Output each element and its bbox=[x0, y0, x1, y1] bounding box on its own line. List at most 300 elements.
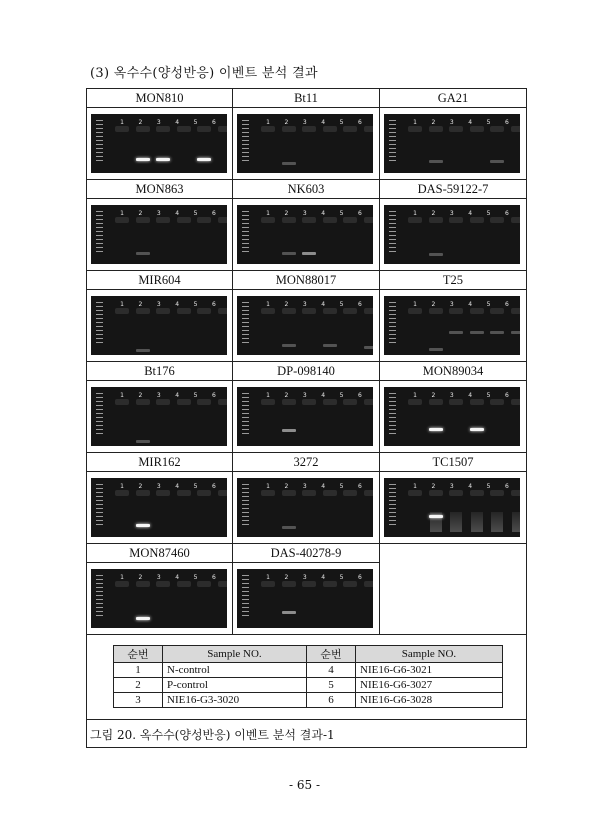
pcr-band bbox=[429, 515, 443, 518]
gel-well bbox=[197, 490, 211, 496]
lane-number: 6 bbox=[505, 301, 509, 308]
pcr-band bbox=[136, 617, 150, 620]
gel-lane bbox=[175, 114, 193, 173]
lane-number: 1 bbox=[266, 119, 270, 126]
dna-ladder bbox=[96, 393, 103, 439]
gel-well bbox=[177, 126, 191, 132]
gel-image bbox=[91, 387, 227, 446]
gel-well bbox=[218, 581, 228, 587]
gel-lane bbox=[154, 205, 172, 264]
lane-number: 4 bbox=[175, 119, 180, 126]
empty-panel bbox=[380, 544, 526, 635]
lane-number: 1 bbox=[413, 301, 417, 308]
gel-lane bbox=[321, 569, 339, 628]
gel-well bbox=[218, 126, 228, 132]
gel-panel bbox=[87, 89, 233, 180]
gel-well bbox=[177, 217, 191, 223]
header-sample-1: Sample NO. bbox=[163, 646, 307, 663]
dna-ladder bbox=[242, 484, 249, 530]
gel-well bbox=[429, 308, 443, 314]
gel-well bbox=[408, 217, 422, 223]
gel-lane bbox=[259, 296, 277, 355]
gel-well bbox=[197, 126, 211, 132]
gel-panel-grid bbox=[87, 89, 526, 635]
lane-number: 4 bbox=[468, 210, 473, 217]
gel-well bbox=[282, 581, 296, 587]
lane-number: 2 bbox=[431, 392, 436, 399]
lane-number: 1 bbox=[120, 119, 124, 126]
lane-number: 4 bbox=[321, 210, 326, 217]
gel-lane bbox=[362, 387, 374, 446]
lane-number: 3 bbox=[156, 210, 161, 217]
gel-well bbox=[490, 126, 504, 132]
lane-number: 2 bbox=[138, 301, 143, 308]
lane-number: 2 bbox=[284, 119, 289, 126]
header-seq-1: 순번 bbox=[114, 646, 163, 663]
pcr-band bbox=[449, 331, 463, 334]
gel-lane bbox=[427, 114, 445, 173]
gel-well bbox=[364, 126, 374, 132]
gel-lane bbox=[216, 387, 228, 446]
lane-number: 6 bbox=[212, 301, 216, 308]
lane-number: 4 bbox=[468, 119, 473, 126]
gel-well bbox=[136, 308, 150, 314]
gel-lane bbox=[175, 205, 193, 264]
lane-number: 3 bbox=[156, 119, 161, 126]
gel-lane bbox=[341, 114, 359, 173]
panel-label: DAS-40278-9 bbox=[233, 545, 379, 563]
lane-number: 4 bbox=[468, 301, 473, 308]
gel-smear bbox=[450, 512, 462, 532]
gel-lane bbox=[406, 205, 424, 264]
dna-ladder bbox=[389, 211, 396, 257]
pcr-band bbox=[136, 158, 150, 161]
pcr-band bbox=[511, 331, 521, 334]
gel-lane bbox=[300, 205, 318, 264]
gel-lane bbox=[300, 114, 318, 173]
sample-legend bbox=[87, 635, 526, 720]
gel-well bbox=[115, 126, 129, 132]
panel-label: DP-098140 bbox=[233, 363, 379, 381]
gel-well bbox=[364, 490, 374, 496]
pcr-band bbox=[282, 611, 296, 614]
lane-number: 6 bbox=[505, 119, 509, 126]
gel-image bbox=[237, 114, 373, 173]
lane-number: 3 bbox=[156, 483, 161, 490]
lane-number: 6 bbox=[505, 210, 509, 217]
gel-lane bbox=[362, 205, 374, 264]
gel-well bbox=[218, 308, 228, 314]
pcr-band bbox=[282, 252, 296, 255]
panel-label: Bt176 bbox=[87, 363, 232, 381]
lane-number: 1 bbox=[413, 392, 417, 399]
gel-image bbox=[384, 478, 520, 537]
pcr-band bbox=[156, 158, 170, 161]
gel-panel bbox=[380, 180, 526, 271]
gel-well bbox=[302, 399, 316, 405]
gel-lane bbox=[216, 478, 228, 537]
gel-lane bbox=[341, 387, 359, 446]
gel-lane bbox=[406, 114, 424, 173]
gel-lane bbox=[406, 387, 424, 446]
gel-well bbox=[302, 581, 316, 587]
gel-panel bbox=[233, 544, 380, 635]
dna-ladder bbox=[389, 484, 396, 530]
pcr-band bbox=[429, 428, 443, 431]
gel-lane bbox=[509, 478, 521, 537]
gel-lane bbox=[259, 387, 277, 446]
gel-lane bbox=[362, 296, 374, 355]
lane-number: 3 bbox=[156, 392, 161, 399]
gel-well bbox=[323, 490, 337, 496]
gel-image bbox=[384, 205, 520, 264]
dna-ladder bbox=[242, 211, 249, 257]
lane-number: 1 bbox=[266, 210, 270, 217]
gel-lane bbox=[134, 569, 152, 628]
gel-image bbox=[91, 296, 227, 355]
panel-label: MON87460 bbox=[87, 545, 232, 563]
gel-lane bbox=[341, 205, 359, 264]
gel-lane bbox=[134, 114, 152, 173]
gel-lane bbox=[280, 205, 298, 264]
lane-number: 2 bbox=[138, 483, 143, 490]
gel-well bbox=[115, 490, 129, 496]
table-cell: NIE16-G6-3028 bbox=[356, 693, 503, 708]
lane-number: 1 bbox=[413, 119, 417, 126]
gel-well bbox=[470, 308, 484, 314]
gel-panel bbox=[233, 89, 380, 180]
lane-number: 1 bbox=[120, 574, 124, 581]
gel-well bbox=[429, 399, 443, 405]
gel-well bbox=[408, 490, 422, 496]
gel-well bbox=[511, 308, 521, 314]
gel-lane bbox=[427, 296, 445, 355]
lane-number: 3 bbox=[449, 119, 454, 126]
gel-lane bbox=[175, 569, 193, 628]
gel-lane bbox=[447, 296, 465, 355]
lane-number: 5 bbox=[339, 574, 344, 581]
table-cell: 1 bbox=[114, 663, 163, 678]
gel-panel bbox=[87, 271, 233, 362]
gel-lane bbox=[447, 205, 465, 264]
gel-lane bbox=[447, 478, 465, 537]
lane-number: 6 bbox=[212, 392, 216, 399]
lane-number: 2 bbox=[431, 210, 436, 217]
gel-well bbox=[470, 490, 484, 496]
gel-lane bbox=[488, 296, 506, 355]
panel-label: MON89034 bbox=[380, 363, 526, 381]
lane-number: 6 bbox=[358, 301, 362, 308]
gel-well bbox=[197, 581, 211, 587]
gel-lane bbox=[175, 387, 193, 446]
dna-ladder bbox=[389, 302, 396, 348]
gel-well bbox=[261, 217, 275, 223]
gel-well bbox=[364, 399, 374, 405]
gel-well bbox=[470, 126, 484, 132]
gel-panel bbox=[380, 362, 526, 453]
dna-ladder bbox=[96, 575, 103, 621]
lane-number: 4 bbox=[321, 301, 326, 308]
pcr-band bbox=[282, 526, 296, 529]
lane-number: 2 bbox=[284, 574, 289, 581]
gel-well bbox=[490, 399, 504, 405]
lane-number: 5 bbox=[339, 483, 344, 490]
pcr-band bbox=[429, 348, 443, 351]
gel-image bbox=[91, 114, 227, 173]
gel-image bbox=[91, 478, 227, 537]
lane-number: 6 bbox=[358, 119, 362, 126]
gel-lane bbox=[134, 296, 152, 355]
gel-well bbox=[511, 490, 521, 496]
gel-lane bbox=[259, 114, 277, 173]
gel-image bbox=[237, 387, 373, 446]
lane-number: 6 bbox=[212, 483, 216, 490]
lane-number: 1 bbox=[266, 301, 270, 308]
panel-label: MIR162 bbox=[87, 454, 232, 472]
dna-ladder bbox=[242, 393, 249, 439]
gel-well bbox=[323, 581, 337, 587]
dna-ladder bbox=[242, 120, 249, 166]
pcr-band bbox=[490, 331, 504, 334]
gel-lane bbox=[447, 387, 465, 446]
dna-ladder bbox=[96, 211, 103, 257]
lane-number: 6 bbox=[212, 210, 216, 217]
lane-number: 4 bbox=[321, 119, 326, 126]
gel-well bbox=[343, 217, 357, 223]
table-row bbox=[114, 693, 503, 708]
gel-well bbox=[490, 217, 504, 223]
gel-lane bbox=[509, 387, 521, 446]
pcr-band bbox=[136, 349, 150, 352]
header-sample-2: Sample NO. bbox=[356, 646, 503, 663]
lane-number: 3 bbox=[156, 574, 161, 581]
gel-lane bbox=[280, 387, 298, 446]
gel-well bbox=[197, 399, 211, 405]
gel-well bbox=[115, 581, 129, 587]
gel-panel bbox=[87, 453, 233, 544]
gel-lane bbox=[280, 478, 298, 537]
panel-label: NK603 bbox=[233, 181, 379, 199]
gel-lane bbox=[216, 296, 228, 355]
gel-image bbox=[384, 387, 520, 446]
lane-number: 2 bbox=[284, 483, 289, 490]
gel-well bbox=[282, 490, 296, 496]
table-header-row bbox=[114, 646, 503, 663]
gel-well bbox=[470, 217, 484, 223]
lane-number: 5 bbox=[339, 119, 344, 126]
lane-number: 6 bbox=[212, 119, 216, 126]
lane-number: 2 bbox=[284, 210, 289, 217]
gel-lane bbox=[113, 387, 131, 446]
pcr-band bbox=[364, 346, 374, 349]
gel-well bbox=[261, 308, 275, 314]
gel-lane bbox=[300, 387, 318, 446]
gel-well bbox=[177, 399, 191, 405]
gel-smear bbox=[512, 512, 521, 532]
lane-number: 2 bbox=[284, 392, 289, 399]
table-row bbox=[114, 678, 503, 693]
gel-lane bbox=[195, 205, 213, 264]
gel-lane bbox=[488, 205, 506, 264]
gel-lane bbox=[113, 114, 131, 173]
gel-well bbox=[429, 217, 443, 223]
gel-well bbox=[115, 217, 129, 223]
lane-number: 6 bbox=[358, 210, 362, 217]
gel-well bbox=[156, 399, 170, 405]
gel-smear bbox=[471, 512, 483, 532]
gel-well bbox=[136, 399, 150, 405]
gel-panel bbox=[380, 271, 526, 362]
gel-well bbox=[449, 490, 463, 496]
pcr-band bbox=[197, 158, 211, 161]
lane-number: 3 bbox=[302, 574, 307, 581]
gel-lane bbox=[341, 478, 359, 537]
lane-number: 5 bbox=[339, 210, 344, 217]
gel-well bbox=[156, 581, 170, 587]
gel-well bbox=[490, 490, 504, 496]
lane-number: 2 bbox=[431, 301, 436, 308]
gel-lane bbox=[468, 114, 486, 173]
lane-number: 4 bbox=[175, 210, 180, 217]
gel-lane bbox=[195, 114, 213, 173]
gel-well bbox=[490, 308, 504, 314]
gel-lane bbox=[341, 296, 359, 355]
gel-well bbox=[364, 581, 374, 587]
gel-well bbox=[449, 217, 463, 223]
table-cell: 4 bbox=[307, 663, 356, 678]
gel-lane bbox=[300, 296, 318, 355]
gel-well bbox=[343, 308, 357, 314]
gel-image bbox=[384, 296, 520, 355]
gel-well bbox=[408, 308, 422, 314]
gel-lane bbox=[113, 205, 131, 264]
table-row bbox=[114, 663, 503, 678]
gel-lane bbox=[134, 205, 152, 264]
gel-image bbox=[237, 478, 373, 537]
gel-lane bbox=[195, 478, 213, 537]
lane-number: 3 bbox=[449, 210, 454, 217]
lane-number: 1 bbox=[266, 483, 270, 490]
gel-lane bbox=[195, 296, 213, 355]
lane-number: 2 bbox=[138, 392, 143, 399]
pcr-band bbox=[136, 252, 150, 255]
gel-well bbox=[343, 490, 357, 496]
gel-well bbox=[302, 490, 316, 496]
gel-well bbox=[323, 308, 337, 314]
gel-well bbox=[511, 126, 521, 132]
gel-lane bbox=[175, 478, 193, 537]
panel-label: GA21 bbox=[380, 90, 526, 108]
figure-caption: 그림 20. 옥수수(양성반응) 이벤트 분석 결과-1 bbox=[90, 728, 335, 742]
pcr-band bbox=[136, 440, 150, 443]
gel-well bbox=[302, 217, 316, 223]
gel-lane bbox=[468, 387, 486, 446]
gel-well bbox=[511, 217, 521, 223]
gel-well bbox=[282, 399, 296, 405]
section-heading: (3) 옥수수(양성반응) 이벤트 분석 결과 bbox=[90, 66, 318, 81]
gel-smear bbox=[491, 512, 503, 532]
panel-label: 3272 bbox=[233, 454, 379, 472]
lane-number: 5 bbox=[486, 301, 491, 308]
gel-lane bbox=[321, 478, 339, 537]
gel-well bbox=[470, 399, 484, 405]
gel-panel bbox=[87, 362, 233, 453]
gel-lane bbox=[259, 569, 277, 628]
lane-number: 5 bbox=[486, 210, 491, 217]
gel-well bbox=[156, 308, 170, 314]
gel-well bbox=[282, 217, 296, 223]
gel-panel bbox=[233, 453, 380, 544]
gel-well bbox=[156, 126, 170, 132]
lane-number: 5 bbox=[339, 392, 344, 399]
gel-image bbox=[91, 205, 227, 264]
gel-lane bbox=[427, 478, 445, 537]
pcr-band bbox=[282, 344, 296, 347]
gel-lane bbox=[362, 478, 374, 537]
gel-well bbox=[261, 399, 275, 405]
gel-well bbox=[197, 217, 211, 223]
lane-number: 5 bbox=[193, 574, 198, 581]
lane-number: 3 bbox=[302, 119, 307, 126]
gel-well bbox=[261, 490, 275, 496]
lane-number: 2 bbox=[138, 574, 143, 581]
gel-image bbox=[237, 205, 373, 264]
panel-label: MIR604 bbox=[87, 272, 232, 290]
gel-well bbox=[429, 126, 443, 132]
gel-lane bbox=[509, 205, 521, 264]
lane-number: 1 bbox=[266, 392, 270, 399]
gel-lane bbox=[259, 205, 277, 264]
lane-number: 6 bbox=[505, 392, 509, 399]
lane-number: 1 bbox=[413, 210, 417, 217]
lane-number: 5 bbox=[339, 301, 344, 308]
gel-well bbox=[218, 399, 228, 405]
gel-image bbox=[91, 569, 227, 628]
lane-number: 3 bbox=[302, 483, 307, 490]
gel-well bbox=[408, 126, 422, 132]
gel-well bbox=[282, 308, 296, 314]
table-cell: P-control bbox=[163, 678, 307, 693]
pcr-band bbox=[470, 331, 484, 334]
gel-lane bbox=[113, 478, 131, 537]
gel-lane bbox=[509, 296, 521, 355]
gel-well bbox=[197, 308, 211, 314]
lane-number: 3 bbox=[156, 301, 161, 308]
gel-well bbox=[136, 490, 150, 496]
gel-well bbox=[136, 217, 150, 223]
gel-panel bbox=[87, 180, 233, 271]
dna-ladder bbox=[96, 120, 103, 166]
table-cell: N-control bbox=[163, 663, 307, 678]
gel-lane bbox=[321, 114, 339, 173]
gel-lane bbox=[321, 205, 339, 264]
gel-well bbox=[177, 490, 191, 496]
lane-number: 4 bbox=[175, 392, 180, 399]
gel-panel bbox=[233, 271, 380, 362]
gel-image bbox=[237, 296, 373, 355]
lane-number: 3 bbox=[449, 483, 454, 490]
dna-ladder bbox=[389, 393, 396, 439]
lane-number: 5 bbox=[193, 119, 198, 126]
lane-number: 4 bbox=[321, 483, 326, 490]
gel-well bbox=[323, 126, 337, 132]
lane-number: 3 bbox=[449, 392, 454, 399]
gel-well bbox=[218, 217, 228, 223]
gel-panel bbox=[233, 362, 380, 453]
pcr-band bbox=[323, 344, 337, 347]
lane-number: 5 bbox=[486, 119, 491, 126]
gel-lane bbox=[154, 387, 172, 446]
